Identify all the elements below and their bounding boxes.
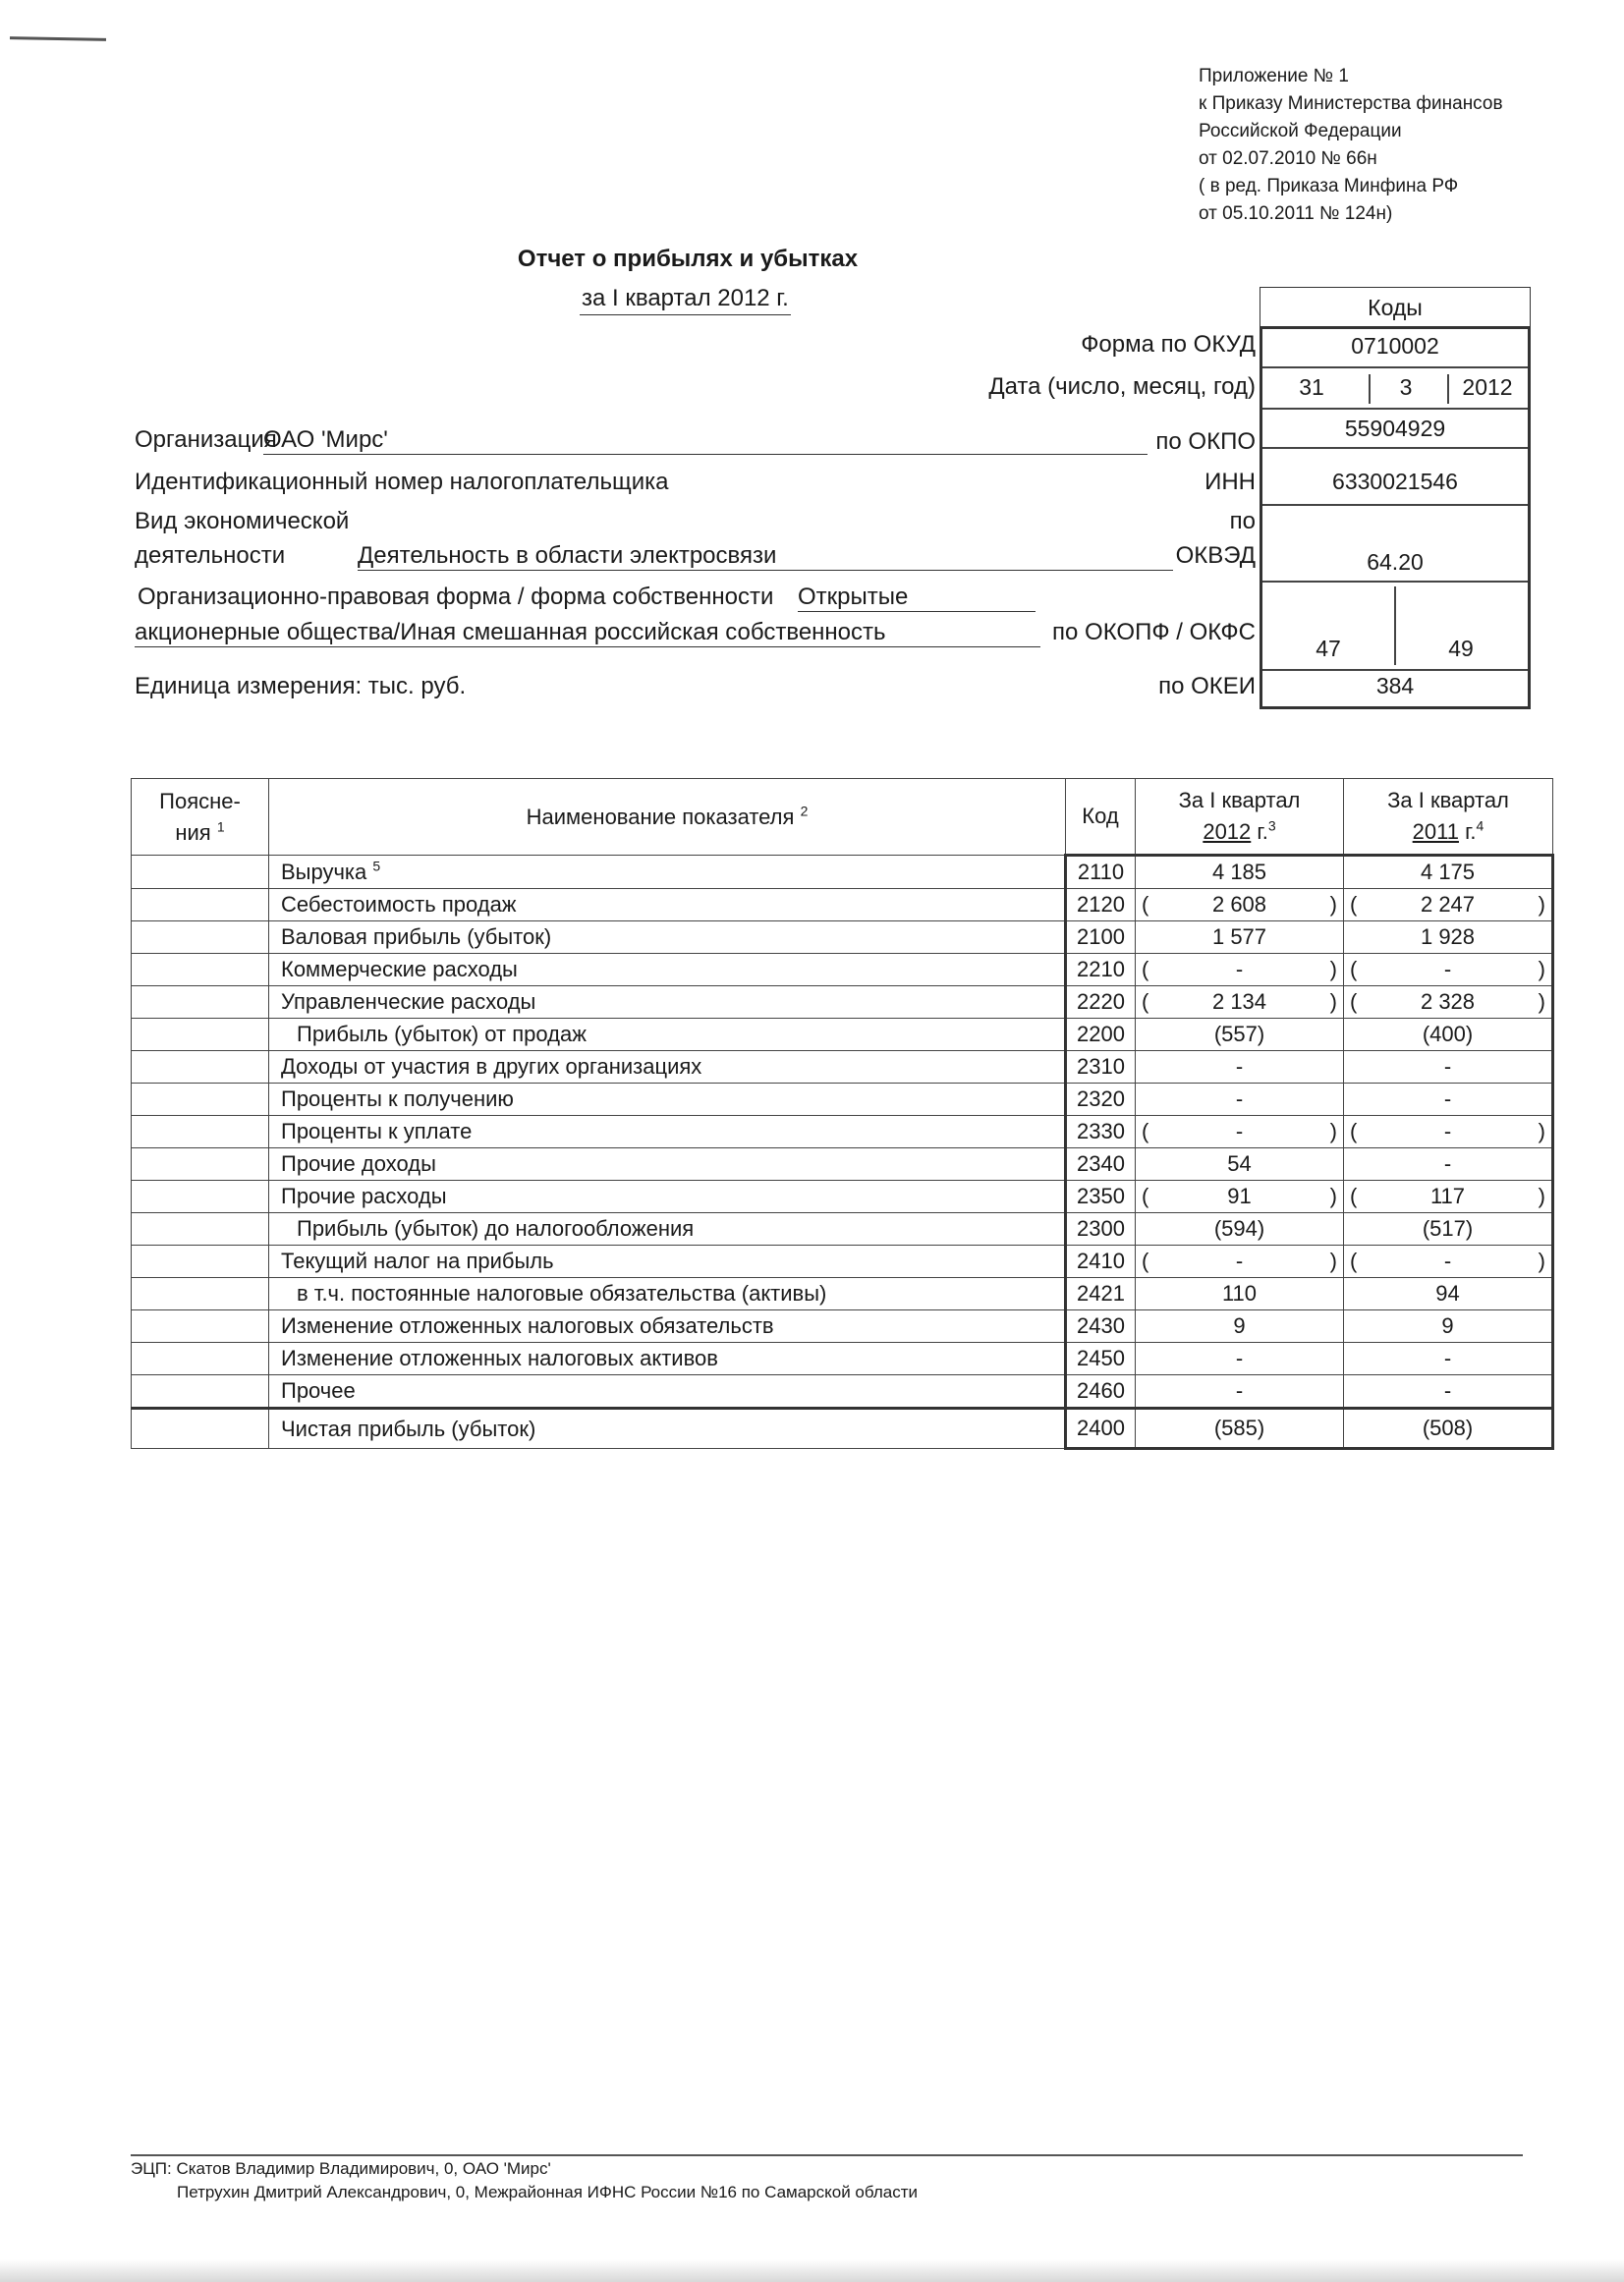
date-month: 3 <box>1399 374 1413 400</box>
cell-explanation <box>132 921 269 954</box>
cell-explanation <box>132 1375 269 1409</box>
cell-value: 117 <box>1429 1184 1466 1208</box>
okud-label: Форма по ОКУД <box>1081 331 1256 358</box>
cell-previous-period <box>1344 1148 1553 1181</box>
table-row <box>132 954 1553 986</box>
appendix-line: к Приказу Министерства финансов <box>1199 93 1503 114</box>
appendix-line: от 02.07.2010 № 66н <box>1199 148 1377 169</box>
appendix-line: ( в ред. Приказа Минфина РФ <box>1199 176 1459 196</box>
table-row <box>132 1375 1553 1409</box>
cell-value: 94 <box>1435 1281 1460 1306</box>
cell-value: - <box>1443 957 1452 981</box>
date-day: 31 <box>1299 374 1324 400</box>
codes-header: Коды <box>1260 287 1531 326</box>
table-row <box>132 1409 1553 1449</box>
cell-indicator-name: Доходы от участия в других организациях <box>269 1051 1066 1084</box>
cell-value: - <box>1443 1151 1452 1176</box>
cell-indicator-name: Прибыль (убыток) от продаж <box>269 1019 1066 1051</box>
cell-value: (508) <box>1422 1416 1474 1440</box>
cell-value: 4 175 <box>1420 860 1476 884</box>
report-period: за I квартал 2012 г. <box>580 285 791 315</box>
cell-previous-period <box>1344 1019 1553 1051</box>
date-year: 2012 <box>1462 374 1513 400</box>
table-row <box>132 986 1553 1019</box>
okved-label-1: по <box>1229 508 1256 534</box>
inn-value: 6330021546 <box>1332 469 1458 494</box>
cell-explanation <box>132 1310 269 1343</box>
cell-value: 1 928 <box>1420 924 1476 949</box>
cell-value: - <box>1235 1086 1244 1111</box>
cell-code: 2300 <box>1066 1213 1136 1246</box>
cell-previous-period <box>1344 1409 1553 1449</box>
table-row <box>132 1343 1553 1375</box>
cell-current-period: ( 2 608 ) <box>1136 889 1344 921</box>
cell-value: 54 <box>1227 1151 1252 1176</box>
cell-code: 2450 <box>1066 1343 1136 1375</box>
cell-value: - <box>1235 1119 1244 1143</box>
okpo-value: 55904929 <box>1344 416 1446 441</box>
date-label: Дата (число, месяц, год) <box>988 373 1256 400</box>
cell-current-period: ( 2 134 ) <box>1136 986 1344 1019</box>
cell-previous-period <box>1344 1051 1553 1084</box>
table-row <box>132 1148 1553 1181</box>
cell-indicator-name: Прибыль (убыток) до налогообложения <box>269 1213 1066 1246</box>
cell-value: (557) <box>1213 1022 1265 1046</box>
cell-value: (517) <box>1422 1216 1474 1241</box>
cell-code: 2400 <box>1066 1409 1136 1449</box>
cell-indicator-name: Изменение отложенных налоговых обязательств <box>269 1310 1066 1343</box>
cell-current-period <box>1136 1148 1344 1181</box>
cell-previous-period <box>1344 1084 1553 1116</box>
cell-indicator-name: Изменение отложенных налоговых активов <box>269 1343 1066 1375</box>
activity-value: Деятельность в области электросвязи <box>358 542 1173 571</box>
okved-value: 64.20 <box>1367 549 1424 575</box>
cell-previous-period: ( - ) <box>1344 1116 1553 1148</box>
col-header-explanation: Поясне- ния $^1$ <box>132 779 269 856</box>
cell-previous-period <box>1344 1278 1553 1310</box>
cell-previous-period <box>1344 856 1553 889</box>
cell-value: 9 <box>1233 1313 1246 1338</box>
cell-value: - <box>1235 957 1244 981</box>
report-title: Отчет о прибылях и убытках <box>517 246 859 272</box>
table-row <box>132 1084 1553 1116</box>
cell-code: 2340 <box>1066 1148 1136 1181</box>
appendix-note <box>1199 63 1503 228</box>
table-row <box>132 889 1553 921</box>
legal-form-value-2: акционерные общества/Иная смешанная российская собственность <box>135 619 1040 647</box>
cell-value: - <box>1443 1346 1452 1370</box>
cell-current-period: ( - ) <box>1136 1116 1344 1148</box>
cell-current-period <box>1136 1278 1344 1310</box>
cell-code: 2330 <box>1066 1116 1136 1148</box>
cell-explanation <box>132 889 269 921</box>
unit-label: Единица измерения: тыс. руб. <box>135 673 467 699</box>
cell-code: 2430 <box>1066 1310 1136 1343</box>
legal-form-label: Организационно-правовая форма / форма собственности <box>138 584 774 610</box>
cell-previous-period: ( - ) <box>1344 1246 1553 1278</box>
okpo-label: по ОКПО <box>1155 428 1256 455</box>
cell-value: 9 <box>1441 1313 1454 1338</box>
cell-explanation <box>132 954 269 986</box>
cell-value: 4 185 <box>1211 860 1267 884</box>
cell-explanation <box>132 856 269 889</box>
cell-indicator-name: Чистая прибыль (убыток) <box>269 1409 1066 1449</box>
cell-value: 2 608 <box>1211 892 1267 917</box>
cell-value: 2 247 <box>1420 892 1476 917</box>
table-row <box>132 856 1553 889</box>
cell-current-period <box>1136 1213 1344 1246</box>
okfs-value: 49 <box>1448 636 1474 661</box>
cell-current-period <box>1136 1019 1344 1051</box>
cell-current-period <box>1136 1051 1344 1084</box>
appendix-line: Российской Федерации <box>1199 121 1402 141</box>
codes-box <box>1260 326 1531 709</box>
cell-explanation <box>132 1084 269 1116</box>
cell-current-period <box>1136 1409 1344 1449</box>
scan-artifact <box>10 36 106 41</box>
table-row <box>132 1246 1553 1278</box>
cell-current-period: ( 91 ) <box>1136 1181 1344 1213</box>
cell-indicator-name: Себестоимость продаж <box>269 889 1066 921</box>
cell-code: 2100 <box>1066 921 1136 954</box>
footer-divider <box>131 2154 1523 2156</box>
cell-explanation <box>132 1409 269 1449</box>
okopf-value: 47 <box>1316 636 1341 661</box>
inn-label-long: Идентификационный номер налогоплательщика <box>135 469 669 495</box>
org-label: Организация <box>135 426 277 453</box>
cell-value: - <box>1235 1346 1244 1370</box>
cell-value: 110 <box>1221 1281 1258 1306</box>
okud-value: 0710002 <box>1351 333 1439 359</box>
cell-indicator-name: Прочие расходы <box>269 1181 1066 1213</box>
table-row <box>132 1116 1553 1148</box>
table-row <box>132 921 1553 954</box>
legal-form-value-1: Открытые <box>798 584 1036 612</box>
cell-code: 2460 <box>1066 1375 1136 1409</box>
cell-current-period <box>1136 921 1344 954</box>
appendix-line: от 05.10.2011 № 124н) <box>1199 203 1393 224</box>
cell-value: - <box>1443 1249 1452 1273</box>
cell-current-period: ( - ) <box>1136 1246 1344 1278</box>
cell-code: 2120 <box>1066 889 1136 921</box>
cell-current-period <box>1136 856 1344 889</box>
cell-indicator-name: Выручка $^5$ <box>269 856 1066 889</box>
cell-explanation <box>132 1343 269 1375</box>
cell-value: 91 <box>1227 1184 1252 1208</box>
cell-code: 2200 <box>1066 1019 1136 1051</box>
cell-current-period <box>1136 1084 1344 1116</box>
cell-value: (400) <box>1422 1022 1474 1046</box>
cell-indicator-name: Управленческие расходы <box>269 986 1066 1019</box>
cell-value: - <box>1235 1249 1244 1273</box>
cell-value: - <box>1235 1054 1244 1079</box>
col-header-code: Код <box>1066 779 1136 856</box>
cell-explanation <box>132 1246 269 1278</box>
signature-line-1: ЭЦП: Скатов Владимир Владимирович, 0, ОАО 'Мирс' <box>131 2159 551 2178</box>
cell-value: - <box>1443 1086 1452 1111</box>
cell-code: 2421 <box>1066 1278 1136 1310</box>
cell-indicator-name: в т.ч. постоянные налоговые обязательства (активы) <box>269 1278 1066 1310</box>
cell-previous-period <box>1344 1343 1553 1375</box>
org-name: ОАО 'Мирс' <box>263 426 1148 455</box>
pnl-table <box>131 778 1554 1450</box>
table-row <box>132 1278 1553 1310</box>
cell-indicator-name: Проценты к получению <box>269 1084 1066 1116</box>
cell-previous-period: ( 2 328 ) <box>1344 986 1553 1019</box>
cell-value: - <box>1443 1054 1452 1079</box>
cell-explanation <box>132 1148 269 1181</box>
table-header-row <box>132 779 1553 856</box>
cell-explanation <box>132 1278 269 1310</box>
cell-explanation <box>132 986 269 1019</box>
cell-current-period <box>1136 1343 1344 1375</box>
cell-indicator-name: Коммерческие расходы <box>269 954 1066 986</box>
cell-explanation <box>132 1181 269 1213</box>
cell-code: 2210 <box>1066 954 1136 986</box>
cell-previous-period <box>1344 1310 1553 1343</box>
cell-explanation <box>132 1051 269 1084</box>
col-header-name: Наименование показателя $^2$ <box>269 779 1066 856</box>
cell-value: 2 328 <box>1420 989 1476 1014</box>
cell-value: (594) <box>1213 1216 1265 1241</box>
okved-label-2: ОКВЭД <box>1175 542 1256 569</box>
cell-code: 2110 <box>1066 856 1136 889</box>
cell-value: - <box>1235 1378 1244 1403</box>
cell-current-period <box>1136 1310 1344 1343</box>
cell-previous-period <box>1344 921 1553 954</box>
col-header-previous: За I квартал 2011 г.$^4$ <box>1344 779 1553 856</box>
cell-value: - <box>1443 1119 1452 1143</box>
okei-value: 384 <box>1375 673 1415 698</box>
cell-previous-period <box>1344 1375 1553 1409</box>
scan-bottom-edge <box>0 2259 1624 2282</box>
cell-previous-period: ( 2 247 ) <box>1344 889 1553 921</box>
cell-indicator-name: Валовая прибыль (убыток) <box>269 921 1066 954</box>
cell-previous-period: ( 117 ) <box>1344 1181 1553 1213</box>
cell-explanation <box>132 1019 269 1051</box>
okopf-label: по ОКОПФ / ОКФС <box>1052 619 1256 645</box>
cell-value: 1 577 <box>1211 924 1267 949</box>
cell-code: 2350 <box>1066 1181 1136 1213</box>
table-row <box>132 1181 1553 1213</box>
appendix-line: Приложение № 1 <box>1199 66 1349 86</box>
table-row <box>132 1310 1553 1343</box>
cell-value: (585) <box>1213 1416 1265 1440</box>
activity-label-1: Вид экономической <box>135 508 350 534</box>
cell-current-period: ( - ) <box>1136 954 1344 986</box>
activity-label-2: деятельности <box>135 542 286 569</box>
table-row <box>132 1019 1553 1051</box>
cell-indicator-name: Прочее <box>269 1375 1066 1409</box>
signature-line-2: Петрухин Дмитрий Александрович, 0, Межрайонная ИФНС России №16 по Самарской области <box>177 2183 919 2201</box>
cell-current-period <box>1136 1375 1344 1409</box>
cell-value: 2 134 <box>1211 989 1267 1014</box>
inn-label: ИНН <box>1204 469 1256 495</box>
cell-code: 2310 <box>1066 1051 1136 1084</box>
cell-code: 2220 <box>1066 986 1136 1019</box>
cell-indicator-name: Проценты к уплате <box>269 1116 1066 1148</box>
cell-code: 2320 <box>1066 1084 1136 1116</box>
cell-code: 2410 <box>1066 1246 1136 1278</box>
cell-value: - <box>1443 1378 1452 1403</box>
cell-previous-period: ( - ) <box>1344 954 1553 986</box>
cell-indicator-name: Прочие доходы <box>269 1148 1066 1181</box>
cell-previous-period <box>1344 1213 1553 1246</box>
col-header-current: За I квартал 2012 г.$^3$ <box>1136 779 1344 856</box>
cell-explanation <box>132 1213 269 1246</box>
table-row <box>132 1213 1553 1246</box>
okei-label: по ОКЕИ <box>1158 673 1256 699</box>
cell-explanation <box>132 1116 269 1148</box>
cell-indicator-name: Текущий налог на прибыль <box>269 1246 1066 1278</box>
table-row <box>132 1051 1553 1084</box>
